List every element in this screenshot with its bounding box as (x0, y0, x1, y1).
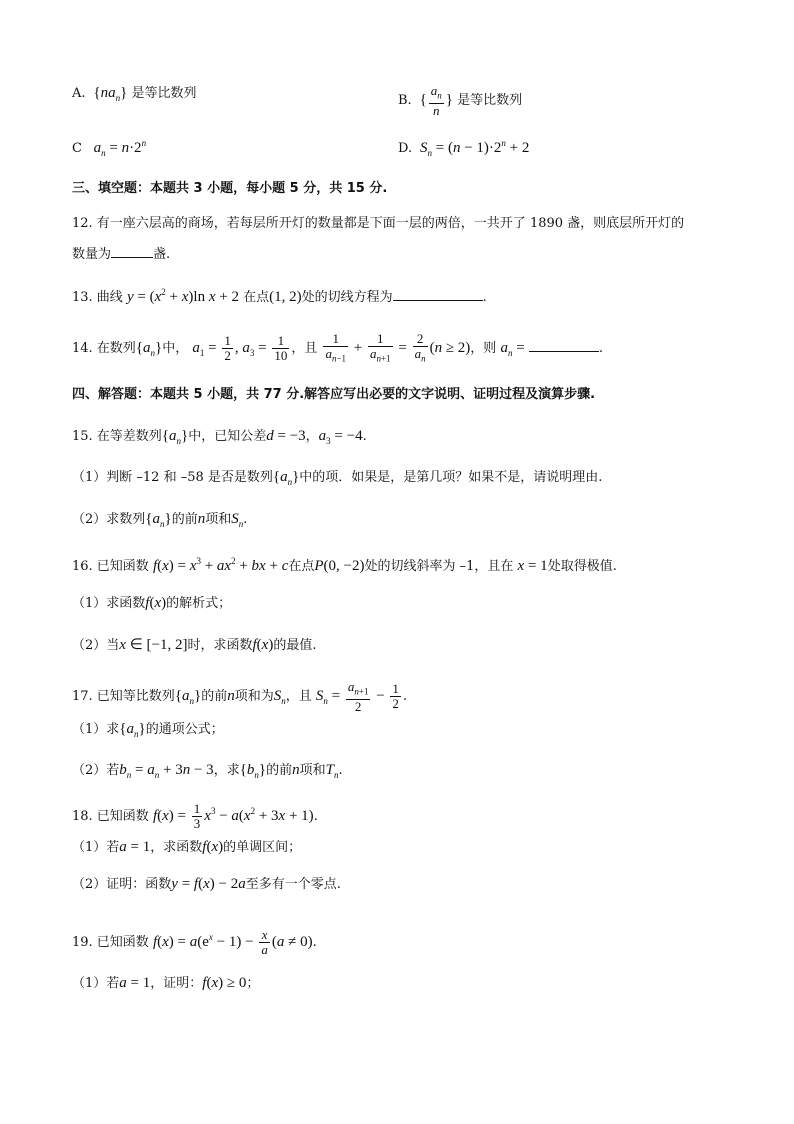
q16-text-b: 在点 (288, 559, 315, 574)
q14-text-a: 14. 在数列 (72, 341, 136, 357)
q18-part1-text-a: （1）若 (72, 840, 120, 855)
q15-text-b: 中，已知公差 (188, 429, 267, 444)
q16-part2-func: f(x) (252, 637, 274, 653)
q17-text-d: ，且 (285, 689, 312, 705)
option-b-formula: { $\frac{a_n}{n}$ } (415, 83, 453, 118)
q15-part1-seq: $\{a_n\}$ (272, 469, 300, 487)
q15-part1 (72, 468, 602, 491)
q19-text-a: 19. 已知函数 (72, 935, 149, 950)
q17-part2-seq: $\{b_n\}$ (239, 762, 267, 780)
q17-part2: （2）若$b_n = a_n + 3n - 3$，求$\{b_n\}$的前n项和$T_n$. (72, 762, 343, 780)
q13-answer-blank[interactable] (393, 288, 483, 301)
q17-part2-text-c: 的前 (266, 763, 293, 778)
q15-part2: （2）求数列$\{a_n\}$的前n项和$S_n$. (72, 511, 248, 529)
q15-part1-text-a: （1）判断 –12 和 –58 是否是数列 (72, 470, 273, 485)
option-c-formula: $a_n = n\cdot 2^n$ (93, 138, 147, 158)
option-a-formula: $\{na_n\}$ (89, 85, 128, 103)
q18-stem: 18. 已知函数 f(x) = $\frac{1}{3}$ $x^3 - a(x^2 + 3x + 1)$. (72, 801, 318, 832)
option-c (72, 134, 146, 162)
q18-part1: （1）若a = 1，求函数f(x)的单调区间； (72, 839, 302, 855)
q13-text-b: 在点 (243, 290, 270, 305)
q15-given: d = −3 (266, 428, 306, 444)
q17-part1-text-a: （1）求 (72, 722, 120, 737)
q18-part2-text-a: （2）证明：函数 (72, 877, 172, 892)
section-4-title: 四、解答题：本题共 5 小题，共 77 分.解答应写出必要的文字说明、证明过程及演算步骤. (72, 387, 596, 402)
q15-seq: $\{a_n\}$ (161, 428, 189, 446)
q16-part1-text-b: 的解析式； (166, 596, 232, 611)
q14-relation: $\frac{1}{a_{n-1}}$ + $\frac{1}{a_{n+1}}$ = $\frac{2}{a_n}$ (n ≥ 2) (325, 331, 471, 364)
q15-part2-text-b: 的前 (171, 512, 198, 527)
q12-text-b: 盏. (153, 247, 171, 262)
q19-part1-text-b: ，证明： (150, 976, 203, 991)
option-d-formula: $S_n = (n - 1)\cdot 2^n + 2$ (419, 138, 530, 158)
q15-given2: $a_3 = -4$ (318, 428, 363, 446)
option-c-label: C (72, 141, 82, 156)
q12-line1: 12. 有一座六层高的商场，若每层所开灯的数量都是下面一层的两倍，一共开了 1890 盏，则底层所开灯的 (72, 216, 685, 231)
option-b-label: B. (398, 93, 412, 109)
q19-stem: 19. 已知函数 $f(x) = a(e^x - 1)$ − $\frac{x}{a}$ (a ≠ 0). (72, 927, 317, 958)
q16-part2-text-b: 时，求函数 (187, 638, 253, 653)
q16-text-c: 处的切线斜率为 –1，且在 (364, 559, 514, 574)
q16-part2-interval: x ∈ [−1, 2] (119, 637, 188, 653)
option-d (398, 134, 529, 162)
option-b-text: 是等比数列 (457, 93, 523, 109)
q16-part2-text-a: （2）当 (72, 638, 120, 653)
q18-part2-func: y = f(x) − 2a (171, 876, 246, 892)
q15-part1-text-b: 中的项．如果是，是第几项？如果不是，请说明理由. (299, 470, 603, 485)
q17-part2-def: $b_n = a_n + 3n - 3$ (119, 762, 214, 780)
q17-part2-text-d: 项和 (299, 763, 326, 778)
option-d-label: D. (398, 141, 413, 156)
q14-seq: $\{a_n\}$ (135, 340, 163, 359)
q18-text-a: 18. 已知函数 (72, 809, 149, 824)
q17-stem: 17. 已知等比数列$\{a_n\}$的前n项和为$S_n$，且 $S_n$ = $\frac{a_{n+1}}{2}$ − $\frac{1}{2}$ . (72, 679, 408, 714)
q16-x: x = 1 (517, 558, 548, 574)
q16-part1-text-a: （1）求函数 (72, 596, 146, 611)
q16-text-a: 16. 已知函数 (72, 559, 149, 574)
q12-answer-blank[interactable] (111, 245, 153, 258)
q16-stem (72, 552, 617, 576)
q17-text-b: 的前 (201, 689, 228, 705)
q15-stem: 15. 在等差数列$\{a_n\}$中，已知公差d = −3，$a_3 = -4$. (72, 428, 367, 446)
q18-part2 (72, 875, 341, 894)
q14-target: $a_n$ = (500, 340, 525, 359)
q16-part2 (72, 636, 316, 655)
q15-part2-sum: $S_n$ (231, 511, 244, 529)
q17-seq: $\{a_n\}$ (174, 688, 202, 707)
q19-part1-text-a: （1）若 (72, 976, 120, 991)
q16-part1 (72, 594, 231, 613)
q13: 13. 曲线 $y = (x^2 + x)\ln$ x + 2 在点(1, 2)处的切线方程为 . (72, 287, 487, 305)
q12-text-a: 数量为 (72, 247, 112, 262)
q15-part2-text-a: （2）求数列 (72, 512, 146, 527)
q17-part1 (72, 720, 224, 743)
q18-part1-text-b: ，求函数 (150, 840, 203, 855)
q17-part1-seq: $\{a_n\}$ (119, 721, 146, 739)
q15-part2-text-c: 项和 (205, 512, 232, 527)
q13-text-a: 13. 曲线 (72, 290, 123, 305)
q16-part1-func: f(x) (145, 595, 167, 611)
q17-text-a: 17. 已知等比数列 (72, 689, 175, 705)
q14-values: $a_1$ = $\frac{1}{2}$ , $a_3$ = $\frac{1}{10}$ (192, 333, 288, 364)
section-3-title: 三、填空题：本题共 3 小题，每小题 5 分，共 15 分. (72, 181, 388, 196)
q19-part1: （1）若a = 1，证明：f(x) ≥ 0； (72, 975, 260, 991)
q16-point: P(0, −2) (314, 558, 365, 574)
q16-part2-text-c: 的最值. (273, 638, 317, 653)
q18-func: f(x) = $\frac{1}{3}$ $x^3 - a(x^2 + 3x + 1)$ (152, 801, 314, 832)
q16-func: $f(x) = x^3 + ax^2$ + bx + c (152, 556, 289, 574)
q14-text-b: 中， (162, 341, 189, 357)
q15-part2-seq: $\{a_n\}$ (145, 511, 172, 529)
option-a (72, 84, 196, 107)
option-a-label: A. (72, 86, 86, 101)
q14-text-c: ，且 (291, 341, 318, 357)
q17-part2-text-b: ，求 (213, 763, 240, 778)
q17-part1-text-b: 的通项公式； (145, 722, 224, 737)
option-a-text: 是等比数列 (131, 86, 197, 101)
q17-relation: $S_n$ = $\frac{a_{n+1}}{2}$ − $\frac{1}{2}$ (315, 679, 399, 714)
q14-text-d: ，则 (470, 341, 497, 357)
q19-part1-claim: f(x) ≥ 0 (202, 975, 247, 991)
q17-text-c: 项和为 (234, 689, 274, 705)
q19-func: $f(x) = a(e^x - 1)$ − $\frac{x}{a}$ (a ≠ 0) (152, 927, 313, 958)
q17-part2-text-a: （2）若 (72, 763, 120, 778)
q18-part1-text-c: 的单调区间； (223, 840, 302, 855)
q14-answer-blank[interactable] (529, 339, 599, 352)
option-b (398, 84, 522, 118)
q17-part2-sum: $T_n$ (325, 762, 339, 780)
q16-text-d: 处取得极值. (547, 559, 617, 574)
q14: 14. 在数列$\{a_n\}$中， $a_1$ = $\frac{1}{2}$ , $a_3$ = $\frac{1}{10}$ ，且 $\frac{1}{a_{n-1}}$ + $\frac{1}{a_{n+1}}$ = $\frac{2}{a_n}$ (n ≥ 2)，则 $a_n$ = . (72, 331, 603, 364)
q18-part2-text-b: 至多有一个零点. (245, 877, 341, 892)
q13-curve: $y = (x^2 + x)\ln$ x + 2 (126, 287, 239, 305)
q13-text-c: 处的切线方程为 (301, 290, 393, 305)
q12-line2 (72, 245, 170, 264)
q13-point: (1, 2) (269, 289, 302, 305)
q15-text-a: 15. 在等差数列 (72, 429, 162, 444)
